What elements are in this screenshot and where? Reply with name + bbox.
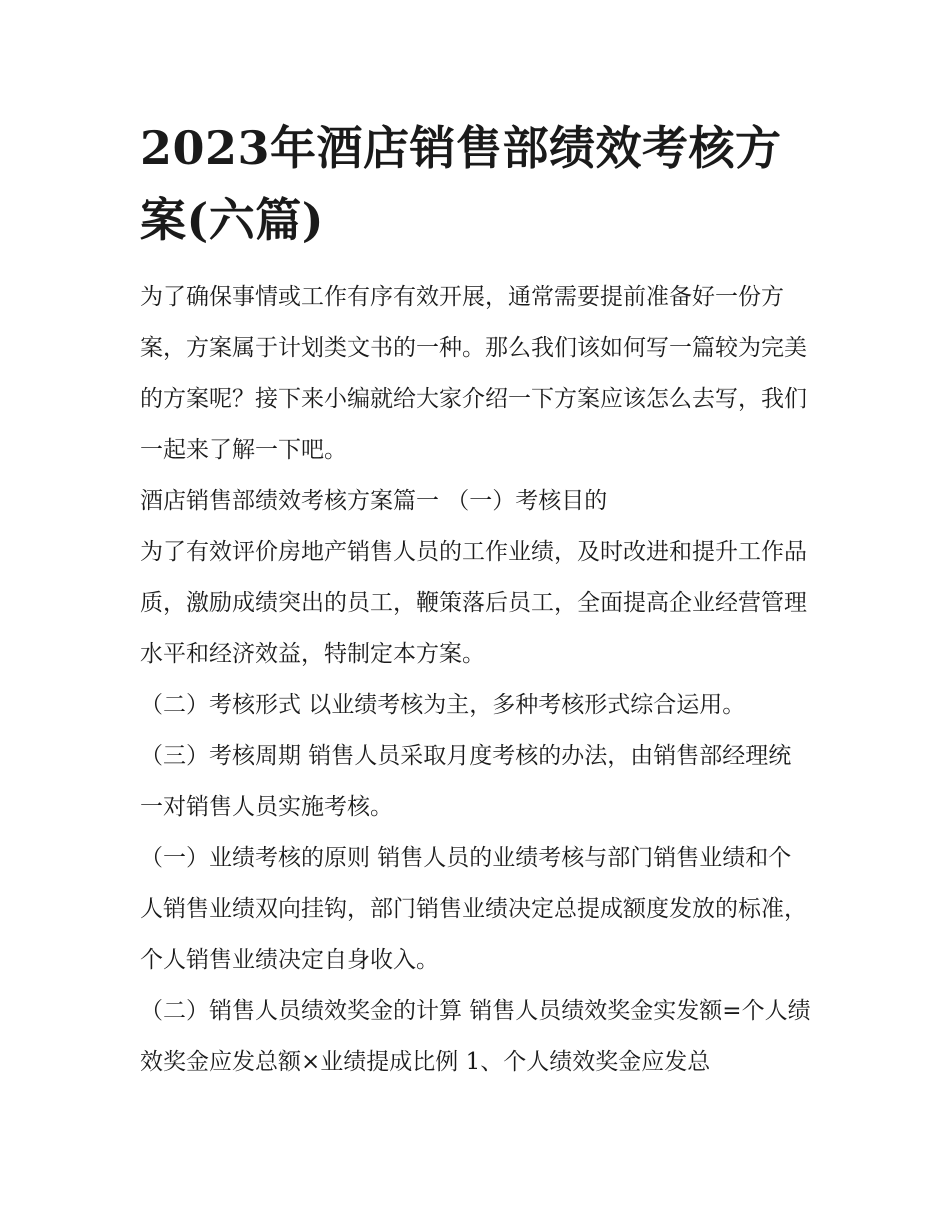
document-title: 2023年酒店销售部绩效考核方案(六篇): [140, 121, 782, 247]
section-heading: 酒店销售部绩效考核方案篇一 （一）考核目的: [140, 488, 608, 514]
principle-paragraph: （一）业绩考核的原则 销售人员的业绩考核与部门销售业绩和个人销售业绩双向挂钩，部门销售业绩决定总提成额度发放的标准，个人销售业绩决定自身收入。: [140, 845, 807, 973]
bonus-paragraph: （二）销售人员绩效奖金的计算 销售人员绩效奖金实发额=个人绩效奖金应发总额×业绩提成比例 1、个人绩效奖金应发总: [140, 998, 811, 1075]
purpose-paragraph: 为了有效评价房地产销售人员的工作业绩，及时改进和提升工作品质，激励成绩突出的员工，鞭策落后员工，全面提高企业经营管理水平和经济效益，特制定本方案。: [140, 539, 807, 667]
intro-paragraph: 为了确保事情或工作有序有效开展，通常需要提前准备好一份方案，方案属于计划类文书的一种。那么我们该如何写一篇较为完美的方案呢？接下来小编就给大家介绍一下方案应该怎么去写，我们一起来了解一下吧。: [140, 284, 807, 463]
cycle-paragraph: （三）考核周期 销售人员采取月度考核的办法，由销售部经理统一对销售人员实施考核。: [140, 743, 792, 820]
form-paragraph: （二）考核形式 以业绩考核为主，多种考核形式综合运用。: [140, 692, 746, 718]
document-page: [140, 112, 812, 1088]
document-body: [140, 272, 812, 1088]
